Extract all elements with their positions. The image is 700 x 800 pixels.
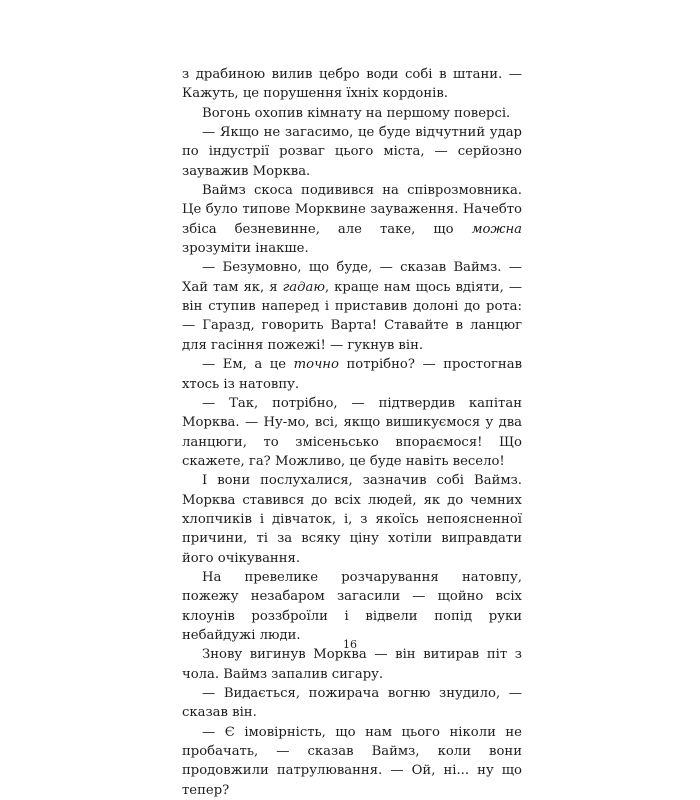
paragraph: Вогонь охопив кімнату на першому поверсі. <box>202 105 511 121</box>
paragraph: — Видається, пожирача вогню знудило, — сказав він. <box>182 686 522 721</box>
emphasis: гадаю <box>282 279 325 295</box>
paragraph: з драбиною вилив цебро води собі в штани. — Кажуть, це порушення їхніх кордонів. <box>182 67 522 102</box>
paragraph: — Якщо не загасимо, це буде відчутний удар по індустрії розваг цього міста, — серйозно зауважив Морква. <box>182 125 522 179</box>
paragraph: — Ем, а це точно потрібно? — простогнав хтось із натовпу. <box>182 357 522 392</box>
paragraph: Ваймз скоса подивився на співрозмовника. Це було типове Морквине зауваження. Начебто збіса безневинне, але таке, що можна зрозуміти інакше. <box>182 183 522 257</box>
body-text <box>182 65 522 800</box>
emphasis: можна <box>471 221 522 237</box>
paragraph: Знову вигинув Морква — він витирав піт з чола. Ваймз запалив сигару. <box>182 647 522 682</box>
paragraph: — Так, потрібно, — підтвердив капітан Морква. — Ну-мо, всі, якщо вишикуємося у два ланцюги, то змісеньсько впораємося! Що скажете, га? Можливо, це буде навіть весело! <box>182 395 522 469</box>
paragraph: — Безумовно, що буде, — сказав Ваймз. — Хай там як, я гадаю, краще нам щось вдіяти, — він ступив наперед і приставив долоні до рота: — Гаразд, говорить Варта! Ставайте в ланцюг для гасіння пожежі! — гукнув він. <box>182 260 523 353</box>
paragraph: На превелике розчарування натовпу, пожежу незабаром загасили — щойно всіх клоунів роззброїли і відвели попід руки небайдужі люди. <box>182 569 522 643</box>
paragraph: І вони послухалися, зазначив собі Ваймз. Морква ставився до всіх людей, як до чемних хлопчиків і дівчаток, і, з якоїсь непоясненної причини, ті за всяку ціну хотіли виправдати його очікування. <box>182 473 522 566</box>
paragraph: — Є імовірність, що нам цього ніколи не пробачать, — сказав Ваймз, коли вони продовжили патрулювання. — Ой, ні... ну що тепер? <box>182 724 522 798</box>
emphasis: точно <box>293 357 339 373</box>
page-number: 16 <box>343 638 357 651</box>
